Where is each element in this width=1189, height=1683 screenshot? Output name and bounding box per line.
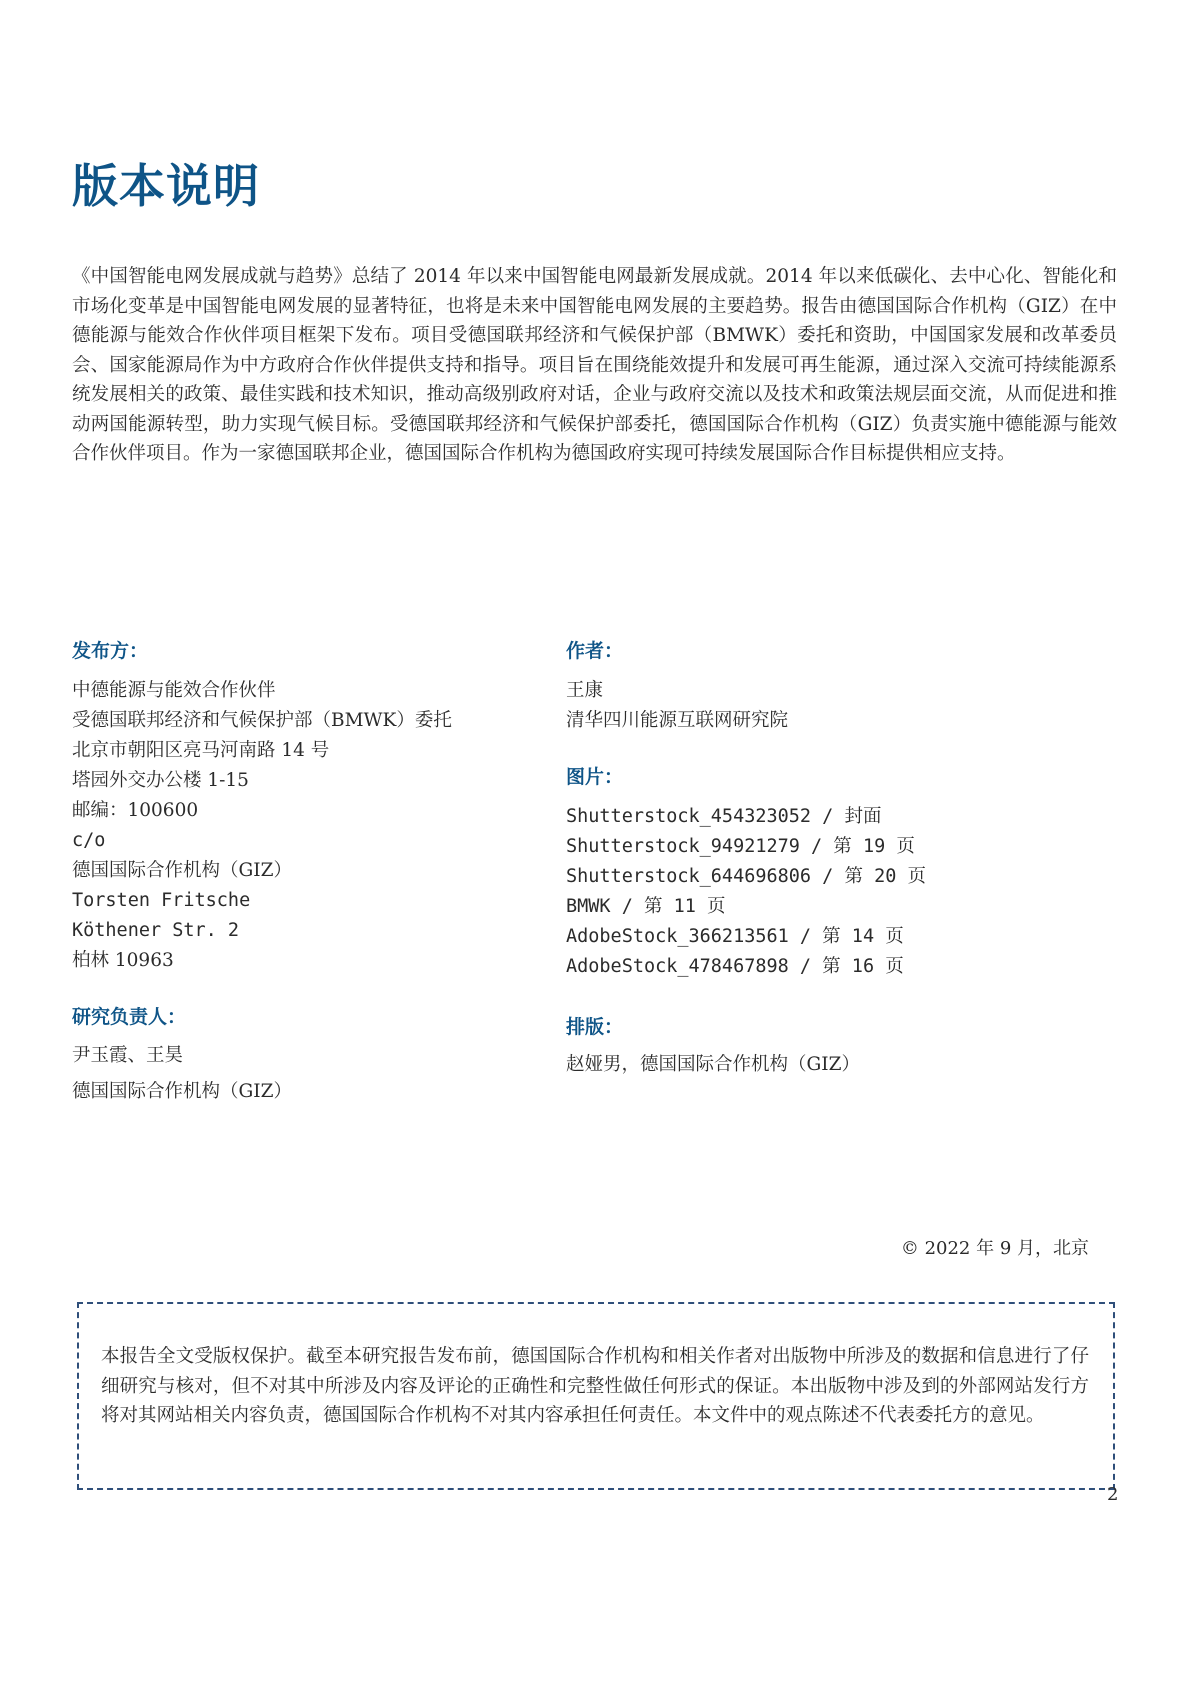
layout-credit-section	[566, 1012, 1126, 1080]
picture-credit-line: AdobeStock_478467898 / 第 16 页	[566, 956, 904, 977]
pictures-section	[566, 762, 1126, 982]
author-section	[566, 636, 1126, 736]
publisher-line: c/o	[72, 830, 106, 851]
publisher-line: 受德国联邦经济和气候保护部（BMWK）委托	[72, 710, 452, 731]
author-line: 王康	[566, 680, 604, 701]
research-lead-line: 德国国际合作机构（GIZ）	[72, 1081, 292, 1102]
research-lead-line: 尹玉霞、王昊	[72, 1045, 184, 1066]
left-column	[72, 636, 542, 1110]
publisher-line: Torsten Fritsche	[72, 890, 251, 911]
picture-credit-line: BMWK / 第 11 页	[566, 896, 726, 917]
publisher-line: Köthener Str. 2	[72, 920, 240, 941]
publisher-line: 中德能源与能效合作伙伴	[72, 680, 276, 701]
pictures-heading: 图片：	[566, 766, 624, 788]
disclaimer-text: 本报告全文受版权保护。截至本研究报告发布前，德国国际合作机构和相关作者对出版物中所涉及的数据和信息进行了仔细研究与核对，但不对其中所涉及内容及评论的正确性和完整性做任何形式的保证。本出版物中涉及到的外部网站发行方将对其网站相关内容负责，德国国际合作机构不对其内容承担任何责任。本文件中的观点陈述不代表委托方的意见。	[101, 1346, 1089, 1426]
picture-credit-line: Shutterstock_644696806 / 第 20 页	[566, 866, 927, 887]
research-lead-lines	[72, 1038, 542, 1110]
layout-credit-line: 赵娅男，德国国际合作机构（GIZ）	[566, 1054, 860, 1075]
publisher-line: 德国国际合作机构（GIZ）	[72, 860, 292, 881]
page-title: 版本说明	[72, 159, 260, 213]
publisher-heading: 发布方：	[72, 640, 149, 662]
copyright-line: © 2022 年 9 月，北京	[900, 1238, 1089, 1259]
publisher-lines	[72, 676, 542, 976]
disclaimer-box	[77, 1302, 1115, 1490]
author-heading: 作者：	[566, 640, 624, 662]
author-line: 清华四川能源互联网研究院	[566, 710, 789, 731]
layout-credit-heading: 排版：	[566, 1016, 624, 1038]
right-column	[566, 636, 1126, 1080]
author-lines	[566, 676, 1126, 736]
publisher-line: 柏林 10963	[72, 950, 174, 971]
research-lead-heading: 研究负责人：	[72, 1006, 187, 1028]
publisher-section	[72, 636, 542, 976]
publisher-line: 北京市朝阳区亮马河南路 14 号	[72, 740, 330, 761]
picture-credit-line: Shutterstock_94921279 / 第 19 页	[566, 836, 915, 857]
publisher-line: 塔园外交办公楼 1-15	[72, 770, 249, 791]
page-number: 2	[1107, 1484, 1119, 1505]
picture-credit-line: Shutterstock_454323052 / 封面	[566, 806, 882, 827]
publisher-line: 邮编：100600	[72, 800, 199, 821]
intro-paragraph: 《中国智能电网发展成就与趋势》总结了 2014 年以来中国智能电网最新发展成就。2014 年以来低碳化、去中心化、智能化和市场化变革是中国智能电网发展的显著特征，也将是未来中国智能电网发展的主要趋势。报告由德国国际合作机构（GIZ）在中德能源与能效合作伙伴项目框架下发布。项目受德国联邦经济和气候保护部（BMWK）委托和资助，中国国家发展和改革委员会、国家能源局作为中方政府合作伙伴提供支持和指导。项目旨在围绕能效提升和发展可再生能源，通过深入交流可持续能源系统发展相关的政策、最佳实践和技术知识，推动高级别政府对话，企业与政府交流以及技术和政策法规层面交流，从而促进和推动两国能源转型，助力实现气候目标。受德国联邦经济和气候保护部委托，德国国际合作机构（GIZ）负责实施中德能源与能效合作伙伴项目。作为一家德国联邦企业，德国国际合作机构为德国政府实现可持续发展国际合作目标提供相应支持。	[72, 266, 1117, 464]
research-lead-section	[72, 1002, 542, 1110]
pictures-lines	[566, 802, 1126, 982]
picture-credit-line: AdobeStock_366213561 / 第 14 页	[566, 926, 904, 947]
layout-credit-lines	[566, 1050, 1126, 1080]
